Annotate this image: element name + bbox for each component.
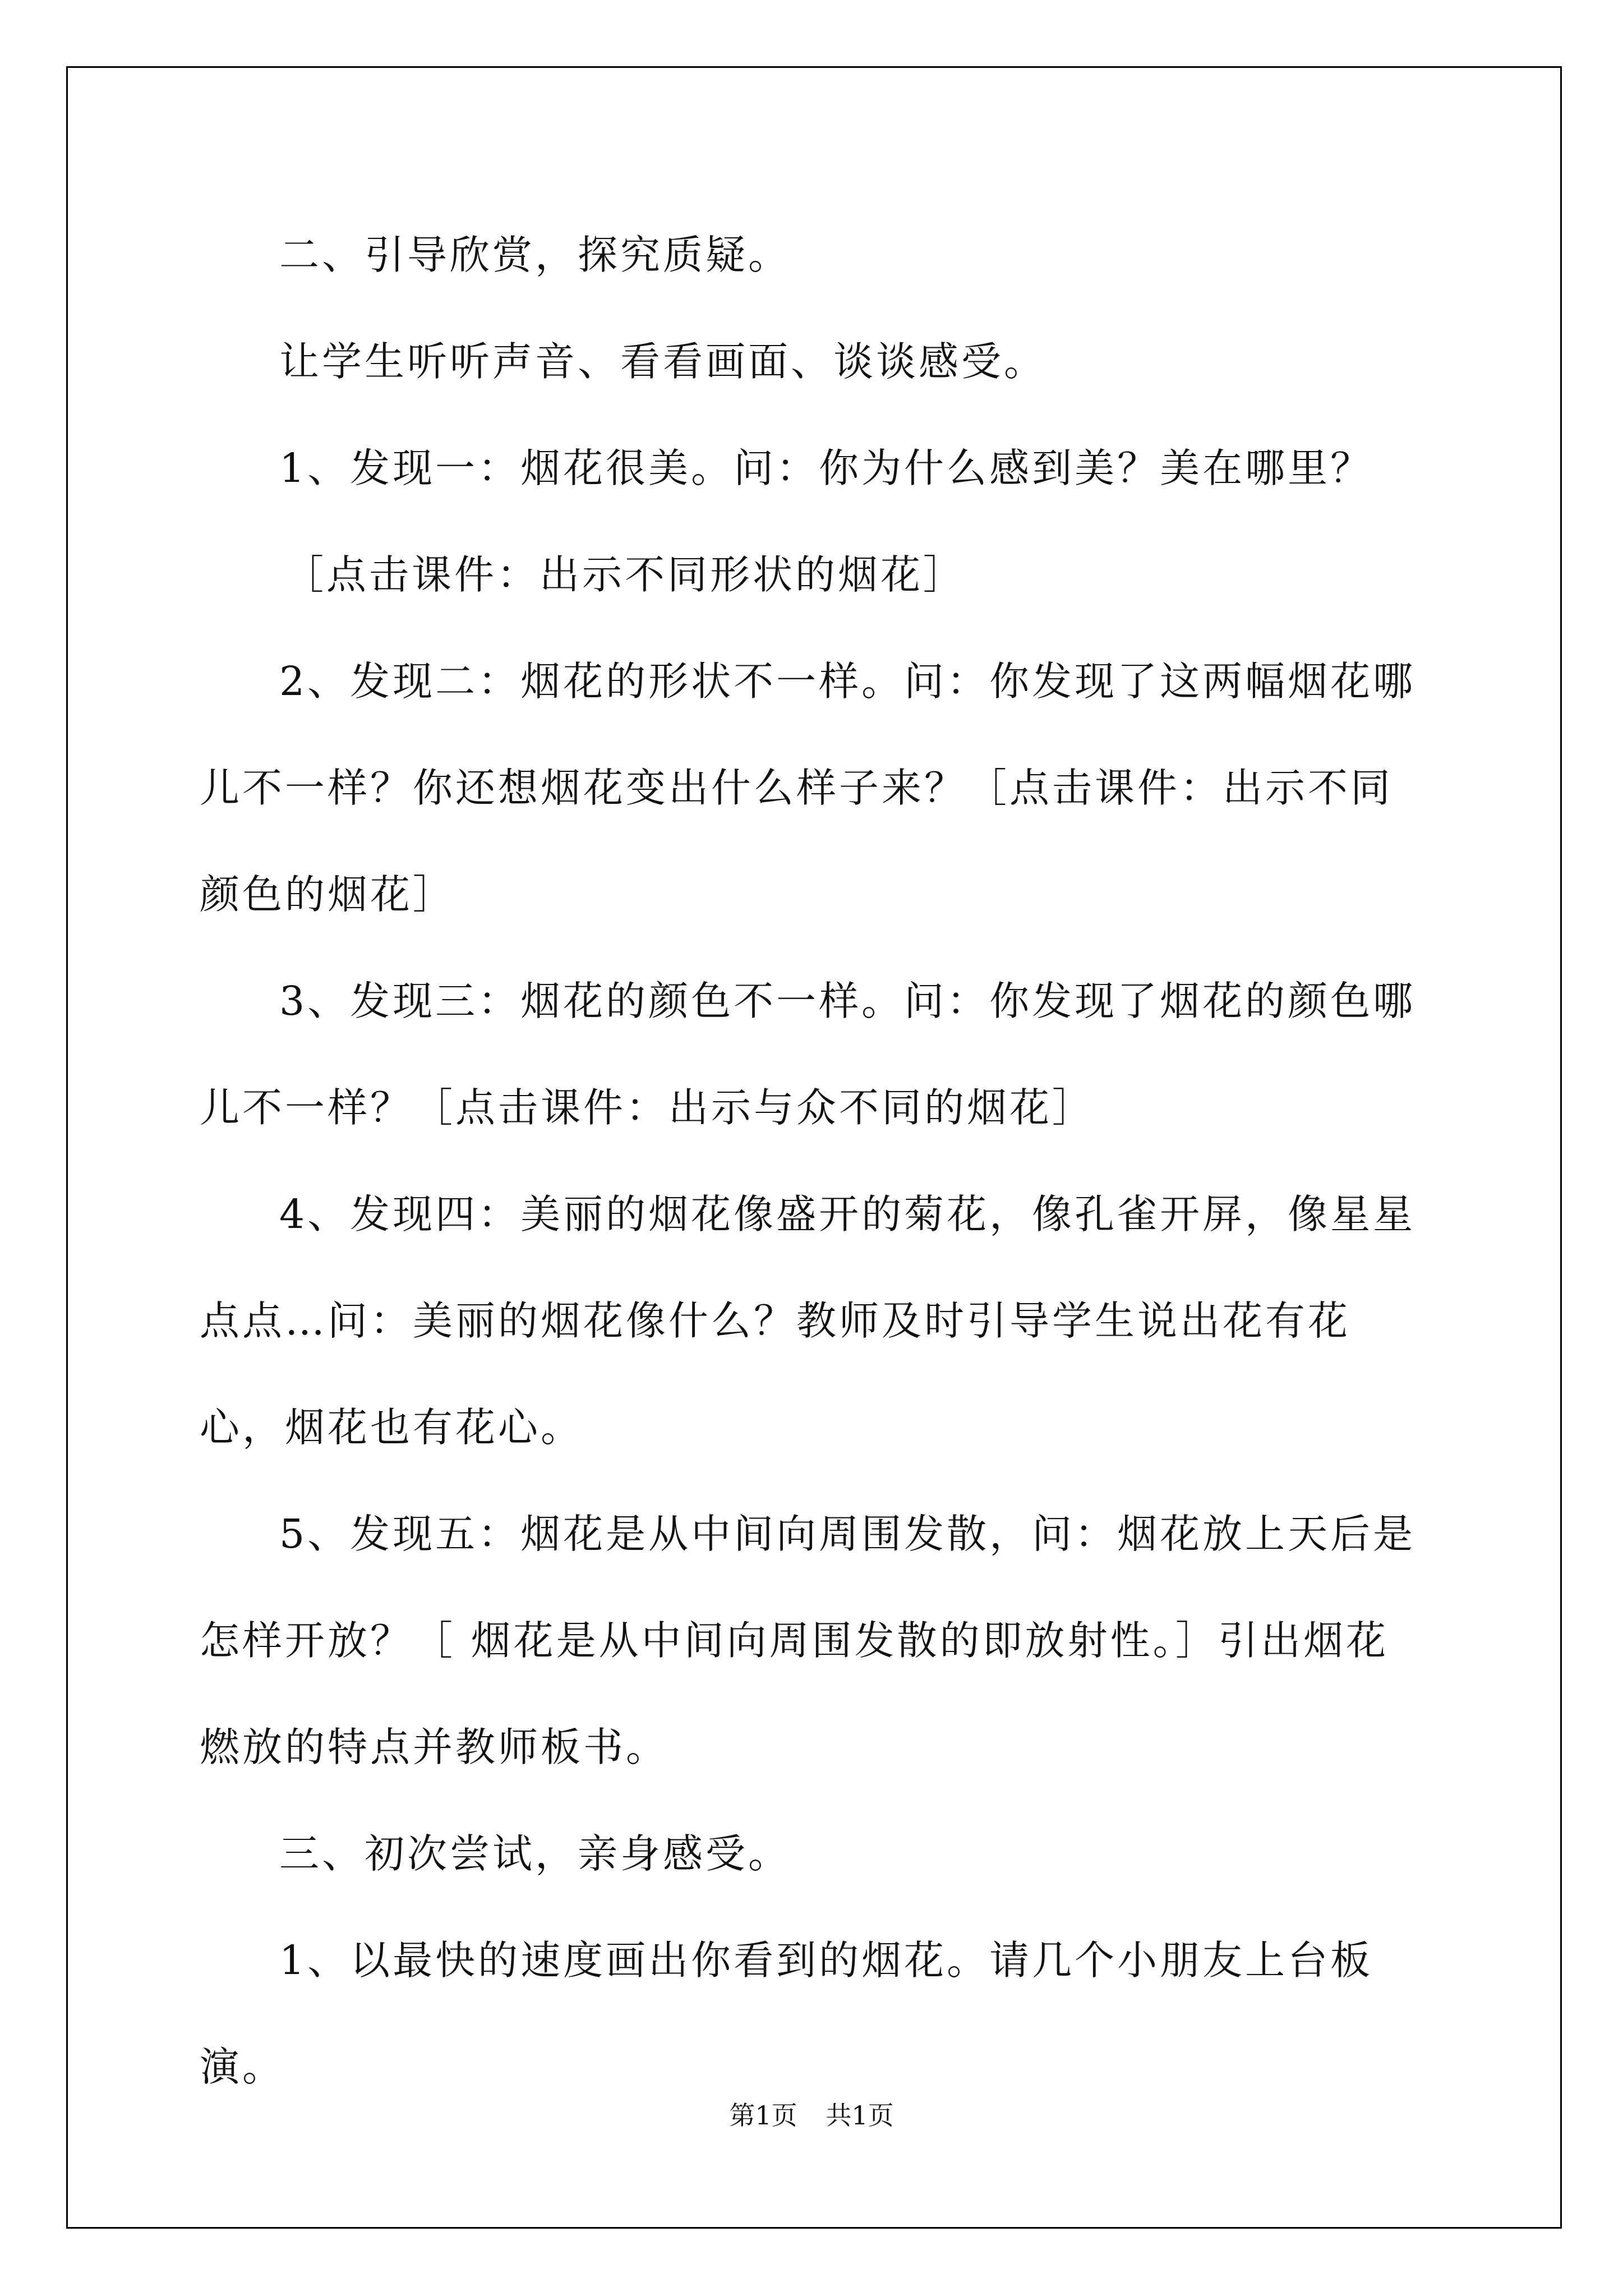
paragraph: 二、引导欣赏，探究质疑。 — [279, 232, 791, 278]
paragraph: 2、发现二：烟花的形状不一样。问：你发现了这两幅烟花哪儿不一样？你还想烟花变出什么样子来？［点击课件：出示不同颜色的烟花］ — [200, 658, 1416, 918]
paragraph: 三、初次尝试，亲身感受。 — [279, 1830, 791, 1877]
document-body — [200, 202, 1428, 2120]
paragraph: 1、发现一：烟花很美。问：你为什么感到美？美在哪里？ — [279, 445, 1373, 491]
page-number: 第1页 — [729, 2100, 797, 2131]
paragraph: ［点击课件：出示不同形状的烟花］ — [284, 551, 966, 598]
paragraph: 让学生听听声音、看看画面、谈谈感受。 — [279, 338, 1047, 385]
paragraph: 4、发现四：美丽的烟花像盛开的菊花，像孔雀开屏，像星星点点…问：美丽的烟花像什么？教师及时引导学生说出花有花心，烟花也有花心。 — [200, 1191, 1416, 1451]
page-footer — [0, 2095, 1623, 2132]
page-total: 共1页 — [826, 2100, 894, 2131]
paragraph: 1、以最快的速度画出你看到的烟花。请几个小朋友上台板演。 — [200, 1937, 1373, 2090]
paragraph: 3、发现三：烟花的颜色不一样。问：你发现了烟花的颜色哪儿不一样？［点击课件：出示与众不同的烟花］ — [200, 978, 1416, 1131]
paragraph: 5、发现五：烟花是从中间向周围发散，问：烟花放上天后是怎样开放？［ 烟花是从中间向周围发散的即放射性。］引出烟花燃放的特点并教师板书。 — [200, 1511, 1416, 1770]
